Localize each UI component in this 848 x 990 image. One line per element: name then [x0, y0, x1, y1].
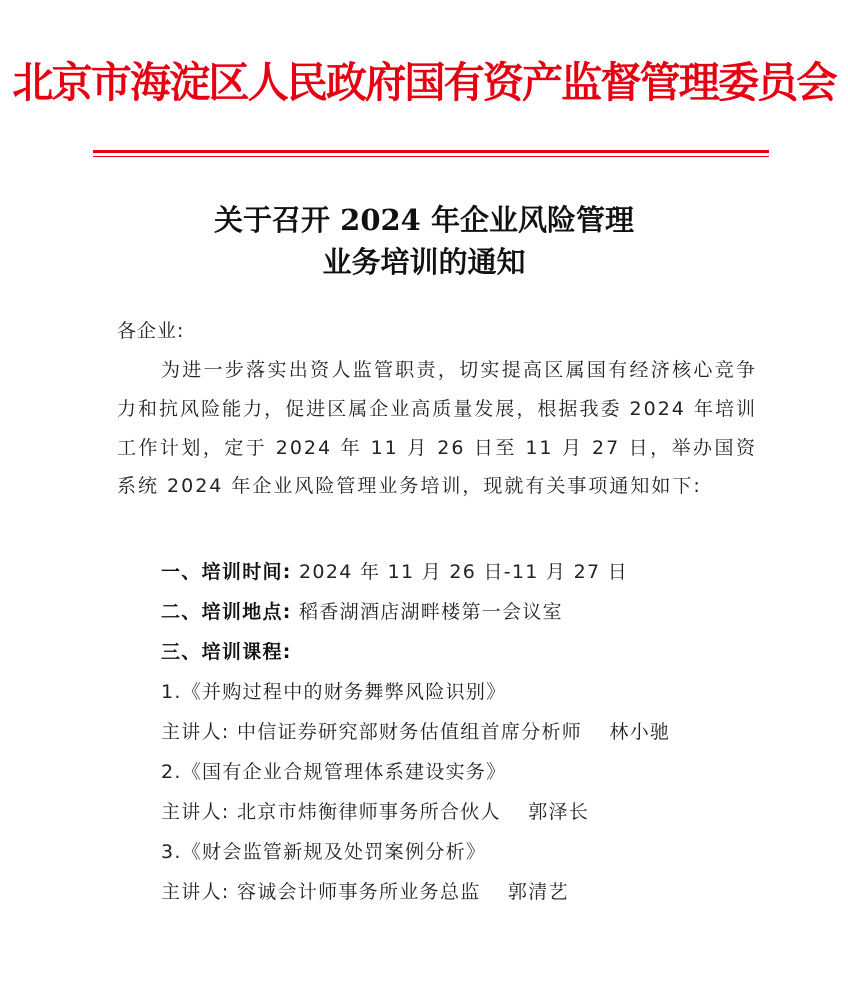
header-red-rule-thick: [93, 150, 769, 153]
speaker-prefix: 主讲人:: [161, 801, 230, 823]
training-place-row: [161, 597, 563, 624]
course-title-2: 2.《国有企业合规管理体系建设实务》: [161, 761, 507, 783]
speaker-prefix: 主讲人:: [161, 881, 230, 903]
training-time-row: [161, 557, 628, 584]
speaker-org: 北京市炜衡律师事务所合伙人: [236, 801, 501, 823]
course-title-3: 3.《财会监管新规及处罚案例分析》: [161, 841, 487, 863]
course-speaker-3: [161, 877, 569, 904]
speaker-name: 郭泽长: [528, 801, 590, 823]
training-place-value: 稻香湖酒店湖畔楼第一会议室: [299, 601, 563, 623]
training-course-row: [161, 637, 292, 664]
course-speaker-1: [161, 717, 670, 744]
speaker-name: 林小驰: [609, 721, 671, 743]
notice-title-line-1: 关于召开 2024 年企业风险管理: [214, 203, 634, 237]
course-speaker-2: [161, 797, 589, 824]
training-course-label: 三、培训课程:: [161, 641, 292, 663]
speaker-org: 中信证券研究部财务估值组首席分析师: [236, 721, 583, 743]
speaker-prefix: 主讲人:: [161, 721, 230, 743]
intro-paragraph: 为进一步落实出资人监管职责，切实提高区属国有经济核心竞争力和抗风险能力，促进区属企业高质量发展，根据我委 2024 年培训工作计划，定于 2024 年 11 月 26 日至 11 月 27 日，举办国资系统 2024 年企业风险管理业务培训，现就有关事项通知如下:: [117, 359, 757, 498]
speaker-name: 郭清艺: [507, 881, 569, 903]
training-time-value: 2024 年 11 月 26 日-11 月 27 日: [299, 561, 629, 583]
course-title-1: 1.《并购过程中的财务舞弊风险识别》: [161, 681, 507, 703]
training-time-label: 一、培训时间:: [161, 561, 292, 583]
header-red-rule-thin: [93, 156, 769, 157]
issuing-organization-header: 北京市海淀区人民政府国有资产监督管理委员会: [12, 58, 836, 107]
notice-title-line-2: 业务培训的通知: [322, 245, 526, 279]
speaker-org: 容诚会计师事务所业务总监: [236, 881, 481, 903]
salutation: 各企业:: [117, 320, 185, 342]
training-place-label: 二、培训地点:: [161, 601, 292, 623]
